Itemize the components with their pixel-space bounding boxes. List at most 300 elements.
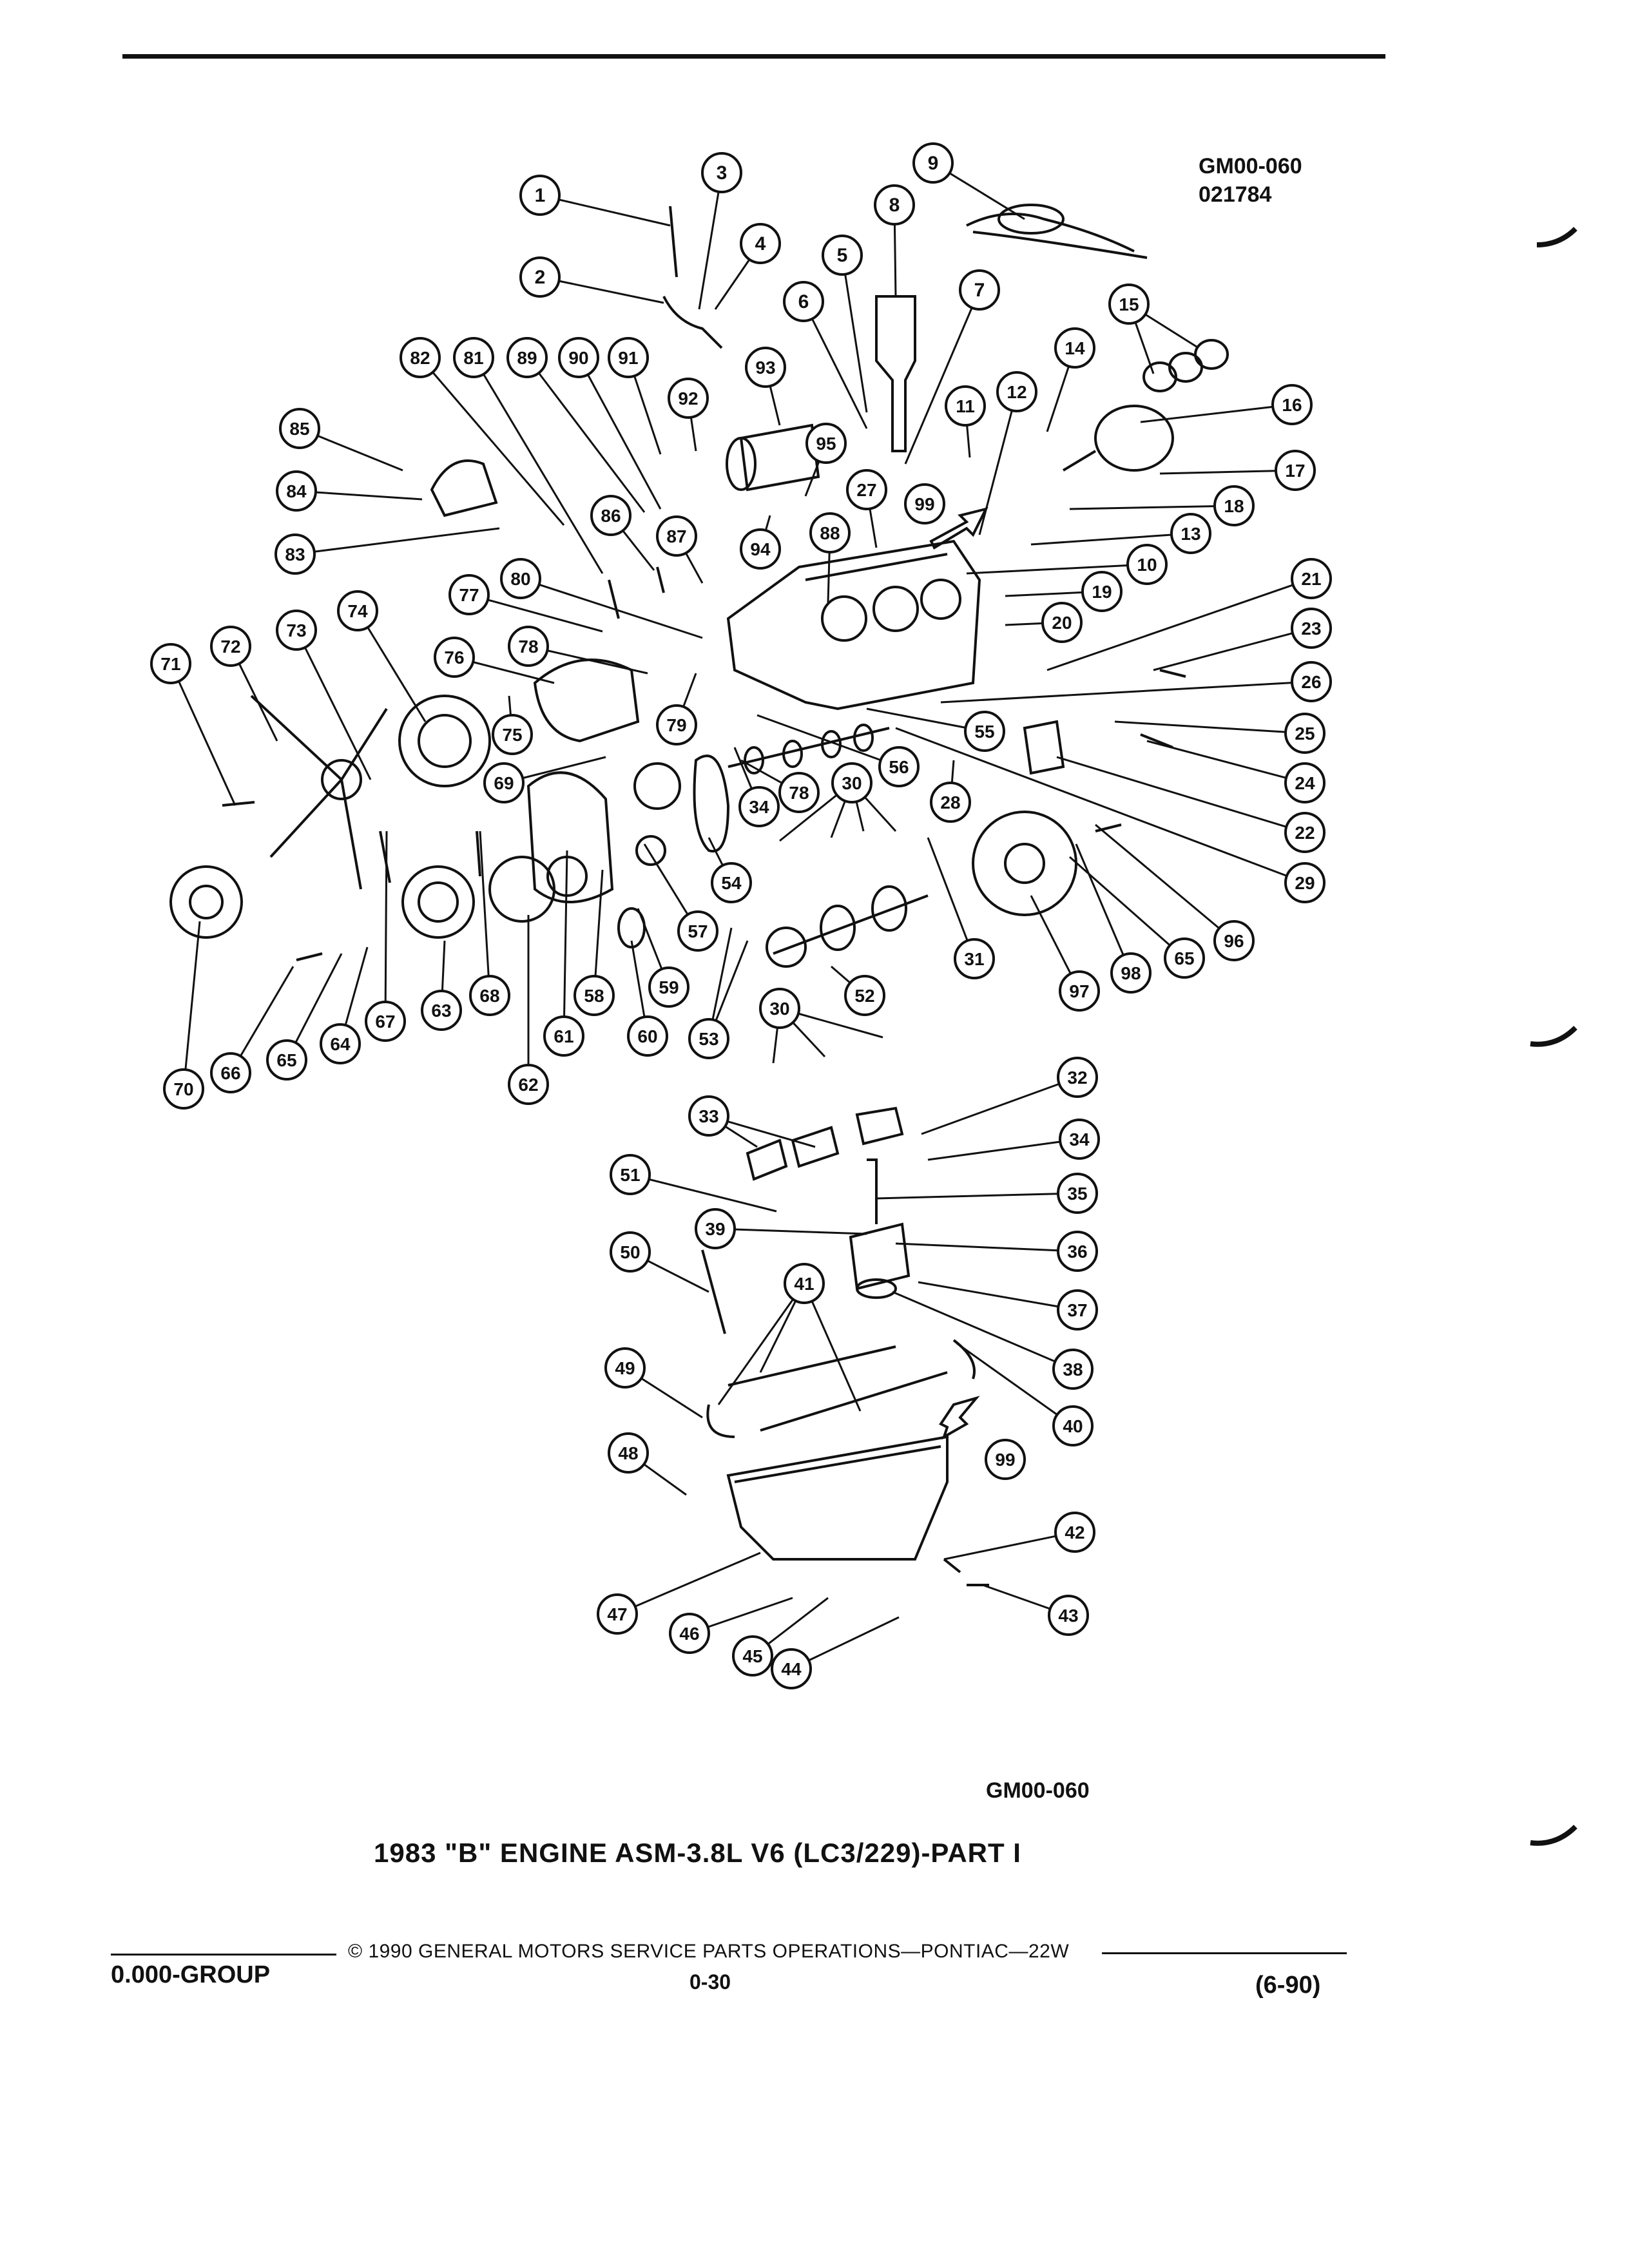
leader-line [509, 696, 511, 715]
leader-line [1147, 741, 1286, 778]
leader-line [735, 1229, 867, 1234]
callout-67 [366, 1002, 405, 1041]
callout-22 [1286, 813, 1324, 852]
callout-number: 79 [666, 715, 687, 735]
callout-number: 88 [820, 523, 840, 543]
leader-line [564, 850, 567, 1017]
leader-line [539, 584, 702, 638]
callout-number: 63 [431, 1001, 452, 1021]
callout-number: 90 [568, 348, 589, 368]
callout-1 [521, 176, 559, 215]
callout-number: 55 [974, 722, 995, 742]
callout-number: 17 [1285, 461, 1306, 481]
reference-code: GM00-060 [1199, 154, 1302, 178]
callout-number: 67 [375, 1012, 396, 1032]
callout-number: 61 [554, 1026, 574, 1046]
callout-number: 65 [276, 1050, 297, 1070]
leader-line [547, 651, 648, 673]
leader-line [1005, 623, 1043, 625]
callout-52 [845, 976, 884, 1015]
callout-58 [575, 976, 613, 1015]
callout-number: 92 [678, 389, 699, 408]
callout-60 [628, 1017, 667, 1055]
callout-62 [509, 1065, 548, 1104]
diagram-code: GM00-060 [986, 1778, 1090, 1803]
callout-9 [914, 144, 952, 182]
callout-32 [1058, 1058, 1097, 1097]
leader-line [768, 1598, 828, 1644]
leader-line [856, 802, 863, 831]
callout-65 [267, 1041, 306, 1079]
callout-79 [657, 706, 696, 744]
cam-sprocket [635, 764, 680, 809]
leader-line [944, 1536, 1056, 1559]
callout-number: 69 [494, 773, 514, 793]
footer-rule-left [111, 1954, 336, 1956]
leader-line [686, 553, 702, 583]
callout-30 [833, 764, 871, 802]
callout-57 [679, 912, 717, 950]
leader-lines [178, 173, 1293, 1660]
leader-line [480, 831, 488, 976]
flywheel [973, 812, 1076, 915]
callout-number: 34 [1069, 1129, 1090, 1149]
leader-line [691, 418, 696, 451]
callout-number: 52 [854, 986, 875, 1006]
leader-line [186, 921, 200, 1070]
callout-number: 9 [927, 153, 939, 174]
callout-34 [740, 787, 778, 826]
callout-number: 58 [584, 986, 604, 1006]
leader-line [623, 531, 654, 570]
leader-line [318, 436, 403, 470]
callout-92 [669, 379, 708, 418]
callout-21 [1292, 559, 1331, 598]
callout-29 [1286, 863, 1324, 902]
callout-number: 98 [1121, 963, 1141, 983]
leader-line [928, 838, 967, 941]
leader-line [952, 760, 954, 783]
reference-date-code: 021784 [1199, 182, 1272, 207]
leader-line [178, 681, 235, 805]
callout-number: 4 [755, 233, 766, 255]
leader-line [644, 844, 688, 914]
leader-line [918, 1282, 1058, 1307]
leader-line [770, 386, 780, 425]
callout-99 [986, 1440, 1025, 1479]
callout-15 [1110, 285, 1148, 323]
callout-number: 19 [1092, 582, 1112, 602]
footer-copyright: © 1990 GENERAL MOTORS SERVICE PARTS OPERATIONS—PONTIAC—22W [348, 1941, 1070, 1962]
callout-number: 54 [721, 873, 742, 893]
dipstick-tube [702, 1250, 725, 1334]
callout-number: 5 [836, 245, 848, 266]
callout-number: 8 [889, 195, 900, 216]
leader-line [648, 1261, 709, 1292]
callout-number: 68 [479, 986, 500, 1006]
leader-line [1153, 633, 1293, 670]
callout-37 [1058, 1291, 1097, 1329]
callout-number: 3 [716, 162, 728, 184]
callout-number: 2 [534, 267, 546, 288]
callout-8 [875, 186, 914, 224]
callout-number: 36 [1067, 1242, 1088, 1262]
callout-number: 15 [1119, 294, 1139, 314]
leader-line [896, 1244, 1058, 1251]
leader-line [316, 492, 422, 499]
callout-87 [657, 517, 696, 555]
leader-line [1057, 757, 1286, 827]
callout-20 [1043, 603, 1081, 642]
callout-number: 99 [914, 494, 935, 514]
callout-number: 34 [749, 797, 769, 817]
leader-line [921, 1084, 1059, 1134]
main-bearing-caps [747, 1108, 902, 1179]
callout-72 [211, 627, 250, 666]
callout-number: 32 [1067, 1068, 1088, 1088]
callout-number: 45 [742, 1646, 763, 1666]
callout-number: 59 [659, 977, 679, 997]
callout-38 [1054, 1350, 1092, 1389]
leader-line [812, 319, 867, 428]
leader-line [559, 200, 670, 226]
callout-number: 77 [459, 585, 479, 605]
page-edge-mark [1527, 1817, 1579, 1856]
leader-line [1135, 322, 1153, 374]
callout-31 [955, 939, 994, 978]
callout-36 [1058, 1232, 1097, 1271]
callout-number: 13 [1181, 524, 1201, 544]
callout-labels [151, 144, 1331, 1688]
leader-line [809, 1617, 899, 1660]
water-pump [535, 660, 638, 741]
callout-6 [784, 282, 823, 321]
callout-number: 57 [688, 921, 708, 941]
callout-39 [696, 1209, 735, 1248]
callout-number: 16 [1282, 395, 1302, 415]
callout-3 [702, 153, 741, 192]
callout-number: 46 [679, 1624, 700, 1644]
callout-number: 82 [410, 348, 430, 368]
callout-number: 97 [1069, 981, 1090, 1001]
leader-line [793, 1023, 825, 1057]
callout-77 [450, 575, 488, 614]
callout-83 [276, 535, 314, 573]
callout-number: 66 [220, 1063, 241, 1083]
callout-number: 85 [289, 419, 310, 439]
callout-7 [960, 271, 999, 309]
leader-line [798, 1014, 883, 1037]
callout-47 [598, 1595, 637, 1633]
callout-number: 87 [666, 526, 687, 546]
callout-number: 22 [1295, 823, 1315, 843]
leader-line [684, 673, 696, 707]
callout-43 [1049, 1596, 1088, 1635]
callout-2 [521, 258, 559, 296]
callout-number: 24 [1295, 773, 1315, 793]
footer-page-number: 0-30 [689, 1970, 731, 1994]
callout-number: 99 [995, 1450, 1016, 1470]
leader-line [757, 715, 881, 760]
callout-61 [545, 1017, 583, 1055]
leader-line [718, 1299, 793, 1405]
footer-rule-right [1102, 1952, 1347, 1954]
callout-number: 75 [502, 725, 523, 745]
leader-line [588, 374, 660, 509]
callout-46 [670, 1614, 709, 1653]
callout-49 [606, 1349, 644, 1387]
callout-number: 11 [956, 396, 975, 416]
callout-number: 50 [620, 1242, 641, 1262]
callout-number: 25 [1295, 724, 1315, 744]
callout-number: 10 [1137, 555, 1157, 575]
leader-line [766, 515, 770, 530]
callout-number: 39 [705, 1219, 726, 1239]
callout-number: 83 [285, 544, 305, 564]
leader-line [631, 941, 644, 1017]
callout-80 [501, 559, 540, 598]
callout-74 [338, 591, 377, 630]
callout-number: 91 [618, 348, 639, 368]
callout-48 [609, 1434, 648, 1472]
callout-24 [1286, 764, 1324, 802]
callout-98 [1112, 954, 1150, 992]
callout-45 [733, 1637, 772, 1675]
callout-number: 40 [1063, 1416, 1083, 1436]
callout-number: 27 [856, 480, 877, 500]
leader-line [699, 192, 718, 309]
leader-line [1047, 366, 1069, 432]
callout-99 [905, 485, 944, 523]
callout-66 [211, 1053, 250, 1092]
callout-85 [280, 409, 319, 448]
callout-number: 48 [618, 1443, 639, 1463]
callout-19 [1083, 572, 1121, 611]
callout-91 [609, 338, 648, 377]
leader-line [539, 373, 644, 512]
callout-number: 84 [286, 481, 307, 501]
callout-4 [741, 224, 780, 263]
callout-number: 78 [789, 783, 809, 803]
leader-line [649, 1179, 776, 1211]
leader-line [1095, 825, 1219, 928]
callout-25 [1286, 714, 1324, 753]
callout-13 [1171, 514, 1210, 553]
fan-clutch [171, 867, 242, 937]
leader-line [442, 941, 445, 991]
callout-number: 80 [510, 569, 531, 589]
callout-number: 65 [1174, 948, 1195, 968]
callout-number: 89 [517, 348, 537, 368]
callout-number: 47 [607, 1604, 628, 1624]
callout-number: 30 [769, 999, 790, 1019]
callout-number: 95 [816, 434, 836, 454]
leader-line [523, 757, 606, 778]
leader-line [983, 1585, 1050, 1609]
leader-line [870, 509, 876, 548]
callout-number: 28 [940, 793, 961, 812]
leader-line [483, 374, 602, 573]
callout-23 [1292, 609, 1331, 648]
leader-line [715, 260, 749, 309]
callout-71 [151, 644, 190, 683]
leader-line [239, 664, 277, 741]
leader-line [735, 747, 752, 789]
callout-54 [712, 863, 751, 902]
leader-line [473, 662, 554, 683]
callout-51 [611, 1155, 650, 1194]
leader-line [979, 410, 1012, 535]
callout-30 [760, 989, 799, 1028]
callout-12 [998, 372, 1036, 411]
callout-number: 44 [781, 1659, 802, 1679]
callout-41 [785, 1264, 824, 1303]
callout-number: 29 [1295, 873, 1315, 893]
leader-line [708, 1598, 793, 1627]
callout-number: 37 [1067, 1300, 1088, 1320]
leader-line [867, 709, 966, 727]
callout-55 [965, 712, 1004, 751]
callout-number: 26 [1301, 672, 1322, 692]
callout-number: 76 [444, 648, 465, 668]
callout-50 [611, 1233, 650, 1271]
callout-35 [1058, 1174, 1097, 1213]
callout-70 [164, 1070, 203, 1108]
callout-11 [946, 387, 985, 425]
callout-33 [689, 1097, 728, 1135]
assembly-arrow [941, 1398, 976, 1437]
callout-26 [1292, 662, 1331, 701]
callout-number: 38 [1063, 1360, 1083, 1379]
callout-76 [435, 638, 474, 677]
leader-line [941, 683, 1292, 702]
callout-number: 49 [615, 1358, 635, 1378]
leader-line [967, 425, 970, 457]
callout-28 [931, 783, 970, 822]
callout-75 [493, 715, 532, 754]
leader-line [865, 797, 896, 831]
callout-81 [454, 338, 493, 377]
spark-plug-wires [967, 214, 1147, 258]
callout-number: 53 [699, 1029, 719, 1049]
callout-number: 43 [1058, 1606, 1079, 1626]
callout-44 [772, 1649, 811, 1688]
callout-number: 60 [637, 1026, 658, 1046]
pulley [400, 696, 490, 786]
callout-number: 74 [347, 601, 368, 621]
callout-number: 71 [160, 654, 181, 674]
leader-line [635, 1553, 760, 1606]
leader-line [831, 966, 850, 983]
callout-number: 23 [1301, 619, 1322, 639]
piston [1095, 406, 1173, 470]
callout-69 [485, 764, 523, 802]
leader-line [433, 372, 564, 525]
timing-chain [695, 756, 729, 851]
callout-97 [1060, 972, 1099, 1010]
callout-42 [1055, 1513, 1094, 1552]
leader-line [773, 1028, 777, 1063]
callout-63 [422, 991, 461, 1030]
callout-number: 35 [1067, 1184, 1088, 1204]
callout-10 [1128, 545, 1166, 584]
leader-line [385, 831, 387, 1002]
callout-number: 70 [173, 1079, 194, 1099]
leader-line [314, 528, 499, 552]
leader-line [876, 1194, 1058, 1198]
leader-line [950, 173, 1025, 219]
callout-number: 94 [750, 539, 771, 559]
footer-date: (6-90) [1255, 1972, 1321, 1999]
callout-94 [741, 530, 780, 568]
callout-18 [1215, 486, 1253, 525]
callout-34 [1060, 1120, 1099, 1158]
callout-95 [807, 424, 845, 463]
callout-40 [1054, 1407, 1092, 1445]
callout-96 [1215, 921, 1253, 960]
callout-27 [847, 470, 886, 509]
distributor [876, 296, 915, 451]
callout-78 [509, 627, 548, 666]
page-edge-mark [1534, 219, 1579, 258]
callout-number: 81 [463, 348, 484, 368]
leader-line [1115, 722, 1286, 732]
callout-68 [470, 976, 509, 1015]
callout-84 [277, 472, 316, 510]
callout-number: 18 [1224, 496, 1244, 516]
callout-number: 78 [518, 637, 539, 657]
leader-line [1070, 506, 1215, 509]
callout-number: 6 [798, 291, 809, 312]
oil-filter [1025, 722, 1063, 773]
leader-line [928, 1142, 1060, 1160]
diagram-title: 1983 "B" ENGINE ASM-3.8L V6 (LC3/229)-PART I [374, 1838, 1021, 1868]
callout-86 [592, 496, 630, 535]
callout-90 [559, 338, 598, 377]
callout-17 [1276, 451, 1315, 490]
callout-number: 20 [1052, 613, 1072, 633]
leader-line [1145, 314, 1199, 348]
callout-56 [880, 747, 918, 786]
leader-line [828, 552, 829, 602]
callout-number: 1 [534, 185, 546, 206]
callout-number: 21 [1301, 569, 1322, 589]
page-edge-mark [1527, 1018, 1579, 1057]
leader-line [595, 870, 602, 976]
callout-number: 72 [220, 637, 241, 657]
callout-number: 93 [755, 358, 776, 378]
callout-number: 42 [1065, 1523, 1085, 1542]
callout-93 [746, 348, 785, 387]
callout-number: 30 [842, 773, 862, 793]
footer-group: 0.000-GROUP [111, 1961, 271, 1988]
timing-cover [528, 773, 612, 902]
leader-line [368, 628, 425, 722]
callout-number: 64 [330, 1034, 351, 1054]
callout-number: 33 [699, 1106, 719, 1126]
callout-number: 14 [1065, 338, 1085, 358]
callout-16 [1273, 385, 1311, 424]
callout-number: 96 [1224, 931, 1244, 951]
callout-59 [650, 968, 688, 1006]
leader-line [1005, 592, 1083, 596]
leader-line [634, 376, 660, 454]
callout-number: 12 [1007, 382, 1027, 402]
leader-line [559, 281, 664, 303]
callout-64 [321, 1024, 360, 1063]
callout-number: 51 [620, 1165, 641, 1185]
leader-line [345, 947, 367, 1025]
